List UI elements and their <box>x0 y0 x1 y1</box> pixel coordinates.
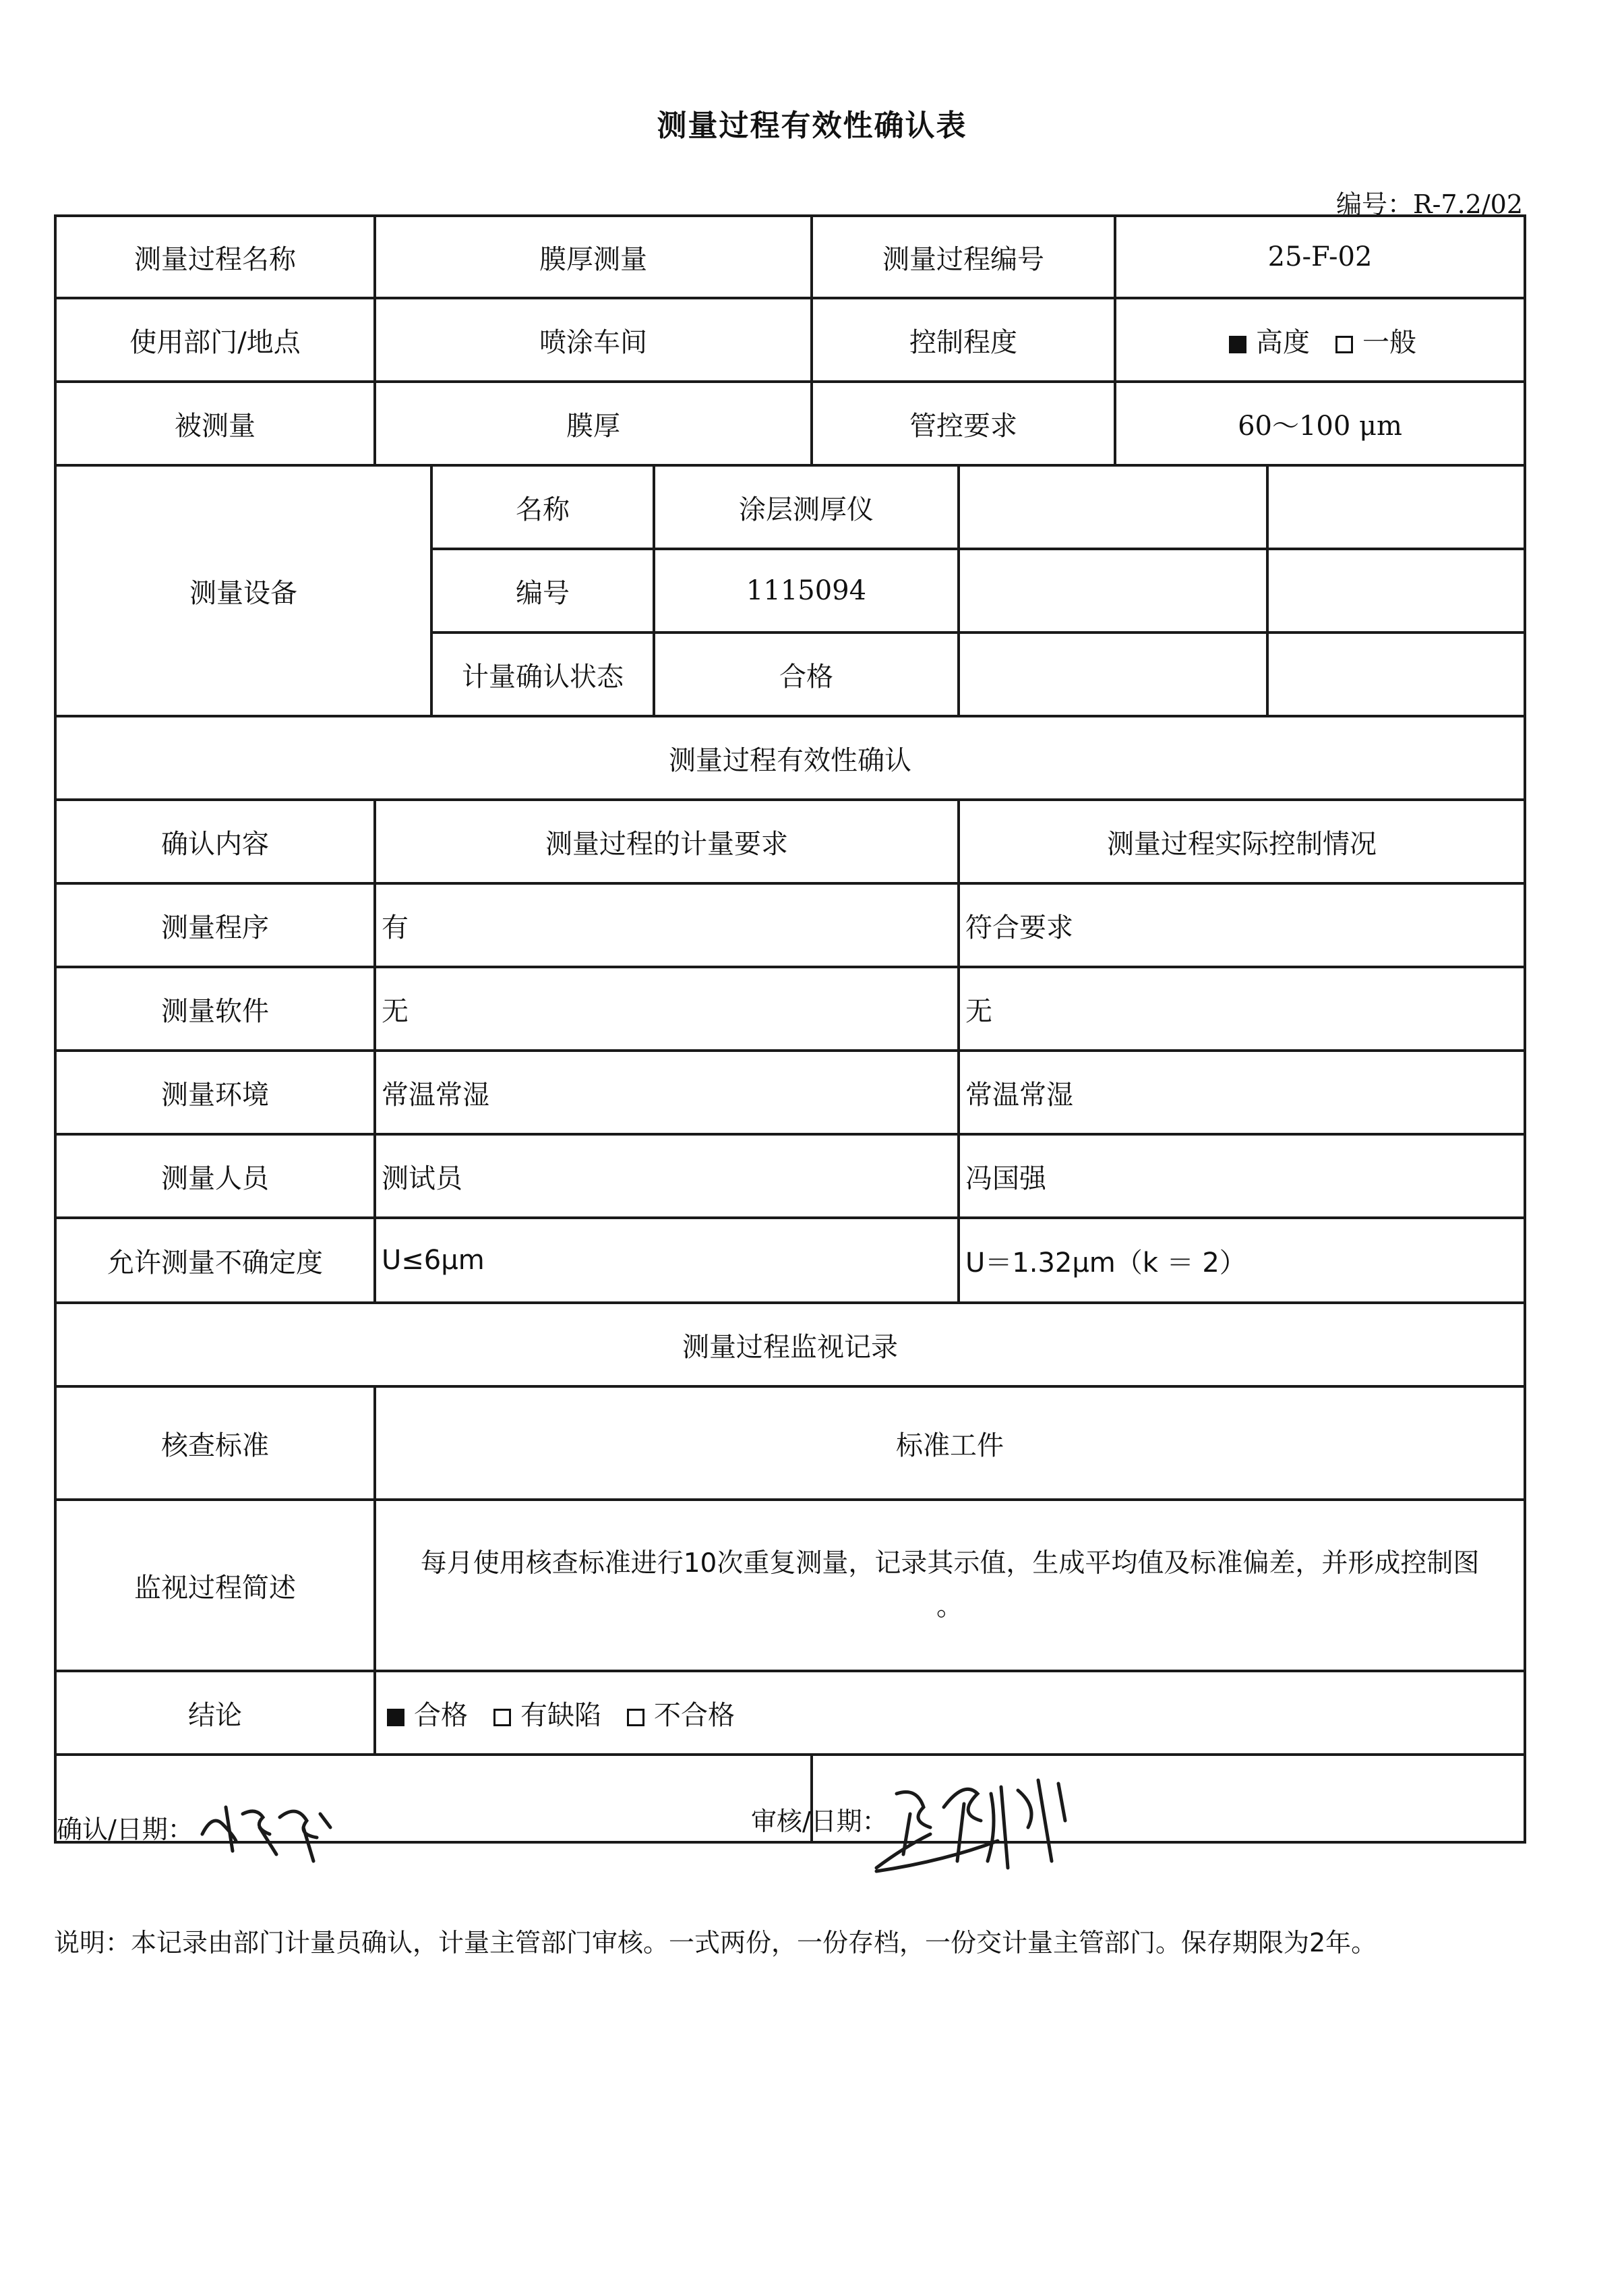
conclusion-options <box>375 1671 1525 1755</box>
equipment-status-extra-2 <box>1267 633 1525 716</box>
validation-actual: U＝1.32μm（k ＝ 2） <box>959 1218 1525 1303</box>
validation-title-row <box>55 716 1525 800</box>
control-high-checkbox[interactable] <box>1229 336 1246 353</box>
conclusion-pass-checkbox[interactable] <box>387 1709 404 1726</box>
conclusion-defect-checkbox[interactable] <box>493 1709 511 1726</box>
form-title: 测量过程有效性确认表 <box>657 109 967 143</box>
validation-item: 测量环境 <box>55 1051 375 1134</box>
measurand-value: 膜厚 <box>375 382 812 465</box>
validation-requirement: U≤6μm <box>375 1218 959 1303</box>
validation-header-row <box>55 800 1525 883</box>
validation-actual: 常温常湿 <box>959 1051 1525 1134</box>
process-code-value: 25-F-02 <box>1115 216 1525 298</box>
control-general-label: 一般 <box>1362 326 1417 358</box>
equipment-code-extra-1 <box>959 549 1267 633</box>
validation-row <box>55 967 1525 1051</box>
requirement-label: 管控要求 <box>812 382 1115 465</box>
equipment-row-name <box>55 465 1525 549</box>
validation-requirement: 常温常湿 <box>375 1051 959 1134</box>
equipment-status-extra-1 <box>959 633 1267 716</box>
validation-row <box>55 1051 1525 1134</box>
doc-number-label: 编号： <box>1335 189 1413 219</box>
control-high-label: 高度 <box>1256 326 1311 358</box>
monitoring-section-title: 测量过程监视记录 <box>55 1303 1525 1386</box>
review-label: 审核/日期： <box>751 1806 888 1836</box>
footnote: 说明：本记录由部门计量员确认，计量主管部门审核。一式两份，一份存档，一份交计量主管部门。保存期限为2年。 <box>54 1928 1377 1958</box>
validation-row <box>55 1218 1525 1303</box>
conclusion-fail-label: 不合格 <box>654 1699 735 1731</box>
equipment-code-extra-2 <box>1267 549 1525 633</box>
standard-label: 核查标准 <box>55 1386 375 1500</box>
validation-requirement: 无 <box>375 967 959 1051</box>
dept-label: 使用部门/地点 <box>55 298 375 382</box>
process-code-label: 测量过程编号 <box>812 216 1115 298</box>
process-description-text: 每月使用核查标准进行10次重复测量，记录其示值，生成平均值及标准偏差，并形成控制图 <box>420 1548 1480 1579</box>
requirement-value: 60～100 μm <box>1115 382 1525 465</box>
process-description <box>375 1500 1525 1671</box>
equipment-name-label: 名称 <box>431 465 654 549</box>
validation-section-title: 测量过程有效性确认 <box>55 716 1525 800</box>
conclusion-pass-label: 合格 <box>414 1699 468 1731</box>
confirm-label: 确认/日期： <box>57 1815 193 1844</box>
doc-number-value: R-7.2/02 <box>1412 189 1523 219</box>
validation-actual: 符合要求 <box>959 883 1525 967</box>
review-signature <box>863 1767 1092 1881</box>
process-label: 监视过程简述 <box>55 1500 375 1671</box>
monitoring-standard-row <box>55 1386 1525 1500</box>
monitoring-title-row <box>55 1303 1525 1386</box>
conclusion-row <box>55 1671 1525 1755</box>
process-description-tail: 。 <box>936 1591 964 1622</box>
process-name-label: 测量过程名称 <box>55 216 375 298</box>
col-actual-header: 测量过程实际控制情况 <box>959 800 1525 883</box>
validation-item: 测量软件 <box>55 967 375 1051</box>
header-row-1 <box>55 216 1525 298</box>
monitoring-process-row <box>55 1500 1525 1671</box>
equipment-section-label: 测量设备 <box>55 465 431 716</box>
equipment-name-value: 涂层测厚仪 <box>654 465 959 549</box>
validation-actual: 冯国强 <box>959 1134 1525 1218</box>
equipment-name-extra-1 <box>959 465 1267 549</box>
col-requirement-header: 测量过程的计量要求 <box>375 800 959 883</box>
conclusion-defect-label: 有缺陷 <box>520 1699 601 1731</box>
col-content-header: 确认内容 <box>55 800 375 883</box>
validation-item: 测量人员 <box>55 1134 375 1218</box>
measurand-label: 被测量 <box>55 382 375 465</box>
equipment-status-value: 合格 <box>654 633 959 716</box>
validation-requirement: 测试员 <box>375 1134 959 1218</box>
confirm-signature <box>196 1787 344 1868</box>
conclusion-fail-checkbox[interactable] <box>627 1709 644 1726</box>
equipment-status-label: 计量确认状态 <box>431 633 654 716</box>
validation-row <box>55 1134 1525 1218</box>
validation-item: 测量程序 <box>55 883 375 967</box>
header-row-3 <box>55 382 1525 465</box>
validation-row <box>55 883 1525 967</box>
equipment-name-extra-2 <box>1267 465 1525 549</box>
validation-actual: 无 <box>959 967 1525 1051</box>
standard-value: 标准工件 <box>375 1386 1525 1500</box>
header-row-2 <box>55 298 1525 382</box>
validation-item: 允许测量不确定度 <box>55 1218 375 1303</box>
control-options <box>1115 298 1525 382</box>
conclusion-label: 结论 <box>55 1671 375 1755</box>
validation-form-table <box>54 214 1526 1844</box>
equipment-code-value: 1115094 <box>654 549 959 633</box>
dept-value: 喷涂车间 <box>375 298 812 382</box>
validation-requirement: 有 <box>375 883 959 967</box>
control-general-checkbox[interactable] <box>1335 336 1353 353</box>
process-name-value: 膜厚测量 <box>375 216 812 298</box>
equipment-code-label: 编号 <box>431 549 654 633</box>
control-label: 控制程度 <box>812 298 1115 382</box>
